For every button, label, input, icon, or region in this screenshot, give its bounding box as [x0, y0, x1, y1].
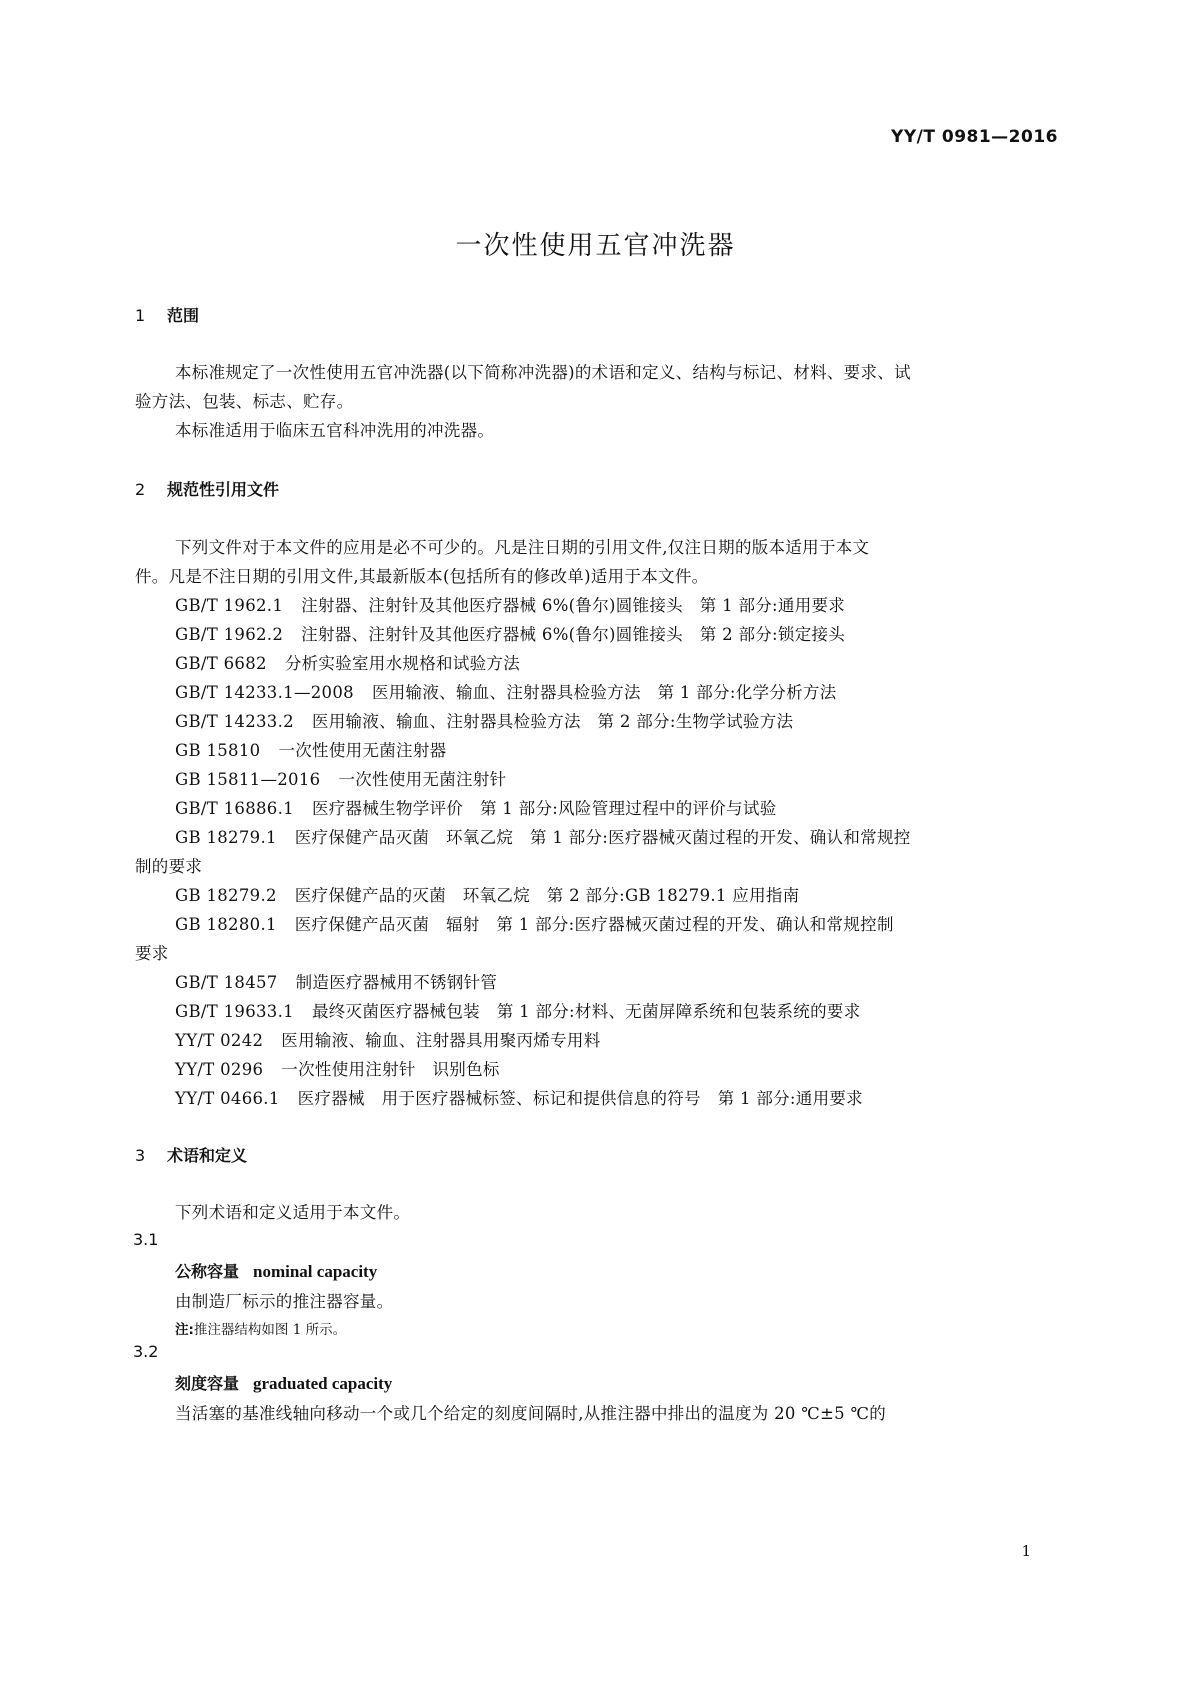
reference-title: 医用输液、输血、注射器具检验方法 第 1 部分:化学分析方法	[371, 683, 837, 702]
reference-title: 医疗保健产品的灭菌 环氧乙烷 第 2 部分:GB 18279.1 应用指南	[294, 886, 800, 905]
reference-item	[175, 998, 861, 1022]
section-2-heading	[135, 477, 279, 500]
reference-code: GB 18279.1	[175, 828, 277, 847]
reference-continuation: 要求	[135, 944, 169, 963]
term-definition: 当活塞的基准线轴向移动一个或几个给定的刻度间隔时,从推注器中排出的温度为 20 ℃±5 ℃的	[175, 1404, 887, 1423]
reference-item	[175, 1056, 500, 1080]
reference-title: 一次性使用无菌注射针	[338, 770, 507, 789]
reference-code: YY/T 0296	[175, 1060, 264, 1079]
reference-title: 医用输液、输血、注射器具检验方法 第 2 部分:生物学试验方法	[311, 712, 794, 731]
reference-code: GB/T 14233.1—2008	[175, 683, 354, 702]
reference-item	[175, 1027, 601, 1051]
term-heading	[175, 1259, 377, 1282]
section-number: 1	[135, 306, 146, 325]
reference-title: 一次性使用注射针 识别色标	[281, 1060, 500, 1079]
document-title: 一次性使用五官冲洗器	[455, 231, 736, 261]
section-number: 3	[135, 1146, 146, 1165]
reference-code: GB/T 14233.2	[175, 712, 294, 731]
reference-code: GB 18280.1	[175, 915, 277, 934]
reference-title: 最终灭菌医疗器械包装 第 1 部分:材料、无菌屏障系统和包装系统的要求	[311, 1002, 861, 1021]
section-title: 规范性引用文件	[167, 480, 280, 499]
reference-title: 制造医疗器械用不锈钢针管	[295, 973, 498, 992]
reference-item	[175, 824, 911, 848]
reference-item	[175, 621, 845, 645]
reference-code: GB/T 1962.2	[175, 625, 284, 644]
reference-item	[175, 882, 799, 906]
reference-item	[175, 969, 497, 993]
reference-continuation: 制的要求	[135, 857, 203, 876]
term-number: 3.2	[133, 1342, 159, 1361]
section-1-heading	[135, 303, 199, 326]
term-heading	[175, 1371, 392, 1394]
paragraph: 本标准规定了一次性使用五官冲洗器(以下简称冲洗器)的术语和定义、结构与标记、材料、要求、试	[175, 363, 911, 382]
document-code: YY/T 0981—2016	[891, 127, 1058, 147]
section-title: 范围	[167, 306, 200, 325]
term-definition: 由制造厂标示的推注器容量。	[175, 1292, 394, 1311]
section-3-heading	[135, 1143, 247, 1166]
reference-item	[175, 737, 446, 761]
reference-item	[175, 650, 520, 674]
reference-code: GB/T 6682	[175, 654, 267, 673]
reference-code: GB 15811—2016	[175, 770, 321, 789]
term-en: nominal capacity	[253, 1262, 378, 1281]
paragraph: 本标准适用于临床五官科冲洗用的冲洗器。	[175, 421, 495, 440]
paragraph: 下列文件对于本文件的应用是必不可少的。凡是注日期的引用文件,仅注日期的版本适用于本文	[175, 538, 870, 557]
reference-code: GB 18279.2	[175, 886, 277, 905]
reference-item	[175, 592, 845, 616]
reference-code: GB/T 1962.1	[175, 596, 284, 615]
note	[175, 1318, 346, 1338]
reference-item	[175, 795, 777, 819]
note-text: 推注器结构如图 1 所示。	[193, 1322, 347, 1338]
reference-item	[175, 708, 793, 732]
reference-item	[175, 679, 837, 703]
reference-item	[175, 1085, 863, 1109]
reference-code: GB 15810	[175, 741, 261, 760]
note-label: 注:	[175, 1322, 194, 1338]
reference-code: GB/T 18457	[175, 973, 278, 992]
reference-title: 一次性使用无菌注射器	[278, 741, 447, 760]
reference-code: GB/T 16886.1	[175, 799, 294, 818]
term-number: 3.1	[133, 1230, 159, 1249]
reference-title: 注射器、注射针及其他医疗器械 6%(鲁尔)圆锥接头 第 1 部分:通用要求	[301, 596, 846, 615]
reference-title: 医疗保健产品灭菌 辐射 第 1 部分:医疗器械灭菌过程的开发、确认和常规控制	[294, 915, 894, 934]
reference-title: 分析实验室用水规格和试验方法	[284, 654, 521, 673]
reference-code: YY/T 0242	[175, 1031, 264, 1050]
term-zh: 公称容量	[175, 1262, 240, 1281]
reference-title: 注射器、注射针及其他医疗器械 6%(鲁尔)圆锥接头 第 2 部分:锁定接头	[301, 625, 846, 644]
reference-item	[175, 911, 894, 935]
reference-code: YY/T 0466.1	[175, 1089, 280, 1108]
reference-title: 医疗保健产品灭菌 环氧乙烷 第 1 部分:医疗器械灭菌过程的开发、确认和常规控	[294, 828, 911, 847]
term-en: graduated capacity	[253, 1374, 393, 1393]
paragraph-continuation: 验方法、包装、标志、贮存。	[135, 392, 354, 411]
term-zh: 刻度容量	[175, 1374, 240, 1393]
reference-title: 医疗器械 用于医疗器械标签、标记和提供信息的符号 第 1 部分:通用要求	[297, 1089, 863, 1108]
section-number: 2	[135, 480, 146, 499]
page-number: 1	[1021, 1542, 1031, 1560]
reference-code: GB/T 19633.1	[175, 1002, 294, 1021]
reference-item	[175, 766, 506, 790]
paragraph-continuation: 件。凡是不注日期的引用文件,其最新版本(包括所有的修改单)适用于本文件。	[135, 567, 709, 586]
section-title: 术语和定义	[167, 1146, 248, 1165]
reference-title: 医用输液、输血、注射器具用聚丙烯专用料	[281, 1031, 601, 1050]
reference-title: 医疗器械生物学评价 第 1 部分:风险管理过程中的评价与试验	[311, 799, 777, 818]
paragraph: 下列术语和定义适用于本文件。	[175, 1203, 411, 1222]
